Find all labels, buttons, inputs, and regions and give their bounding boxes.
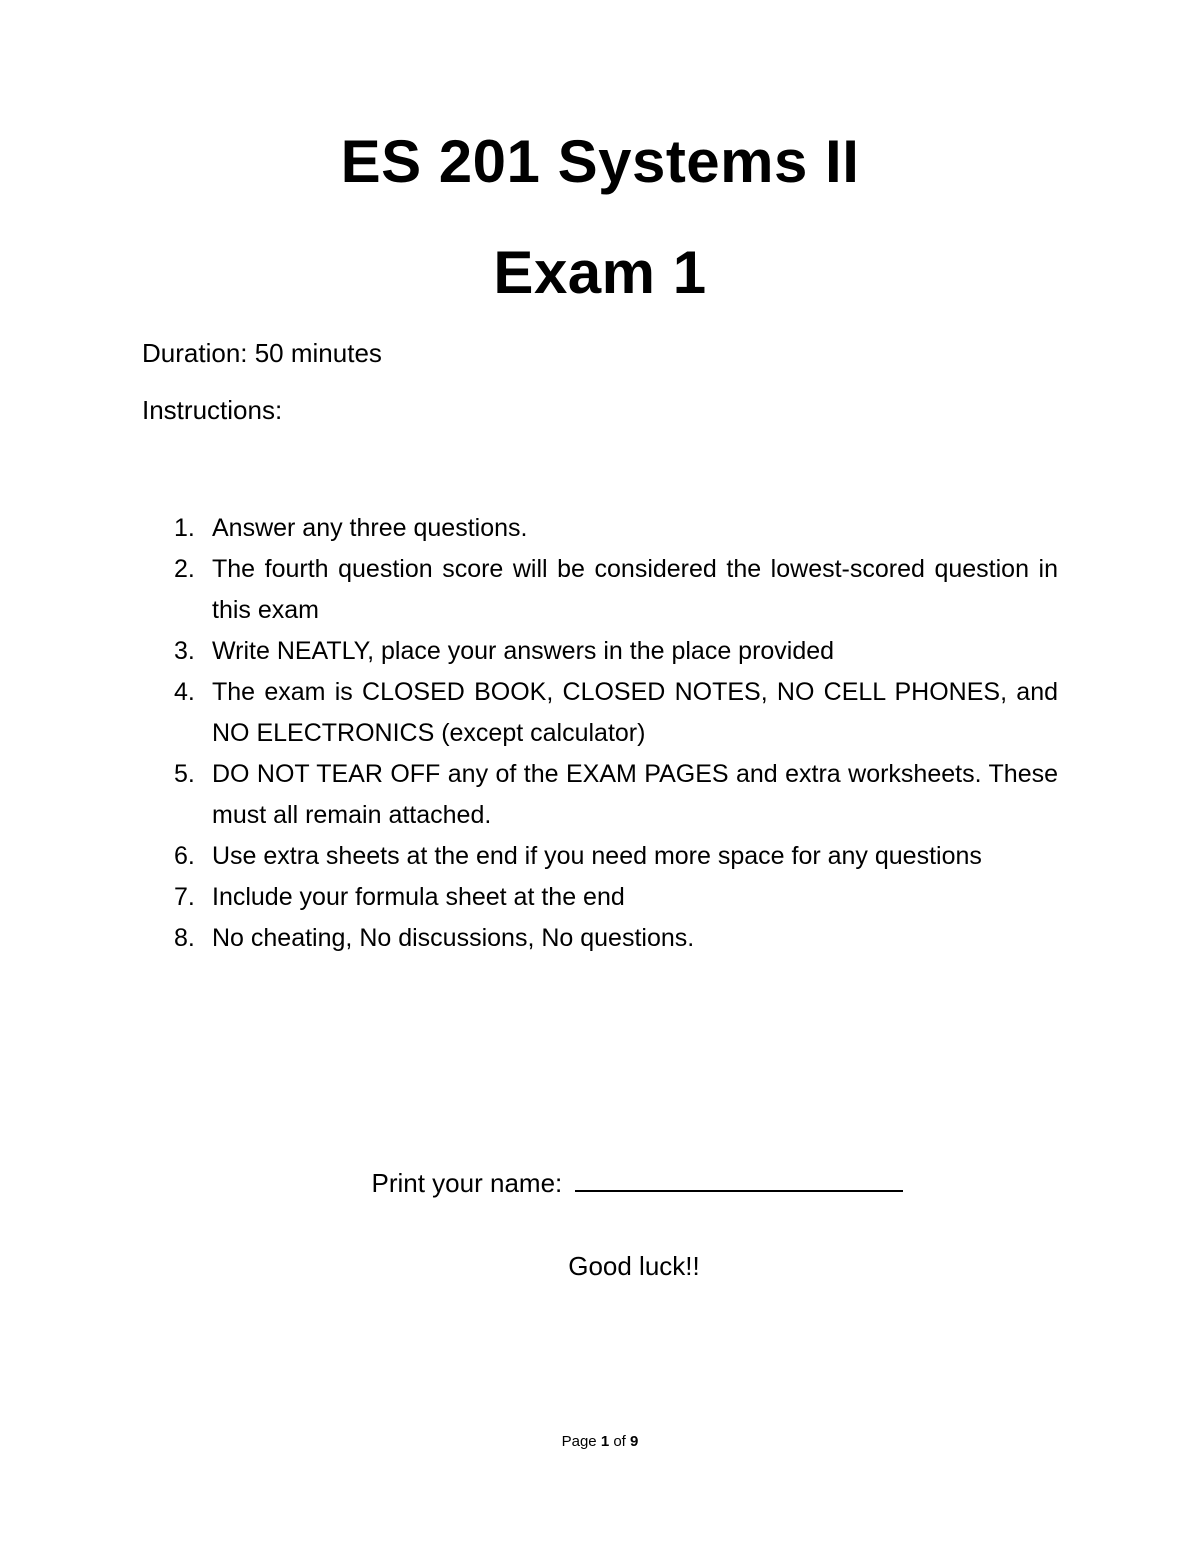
instruction-number: 8.	[174, 924, 195, 952]
instruction-number: 5.	[174, 760, 195, 788]
instruction-number: 1.	[174, 514, 195, 542]
page-footer	[0, 1434, 1200, 1449]
instruction-text: No cheating, No discussions, No questions.	[212, 924, 695, 952]
instruction-number: 2.	[174, 555, 195, 583]
instruction-number: 7.	[174, 883, 195, 911]
instruction-item	[0, 918, 1058, 959]
instructions-heading: Instructions:	[142, 395, 283, 425]
instruction-item	[0, 631, 1058, 672]
exam-title: ES 201 Systems II	[340, 128, 860, 195]
instruction-text: Include your formula sheet at the end	[212, 883, 625, 911]
instruction-text: Answer any three questions.	[212, 514, 528, 542]
instructions-list	[0, 508, 1200, 959]
instruction-item	[0, 508, 1058, 549]
instruction-text: Write NEATLY, place your answers in the place provided	[212, 637, 835, 665]
page-word: Page	[561, 1433, 597, 1450]
print-name-line	[0, 1170, 1200, 1196]
instruction-number: 4.	[174, 678, 195, 706]
instruction-item	[0, 836, 1058, 877]
instruction-number: 3.	[174, 637, 195, 665]
instruction-text: The exam is CLOSED BOOK, CLOSED NOTES, NO CELL PHONES, and NO ELECTRONICS (except calculator)	[212, 678, 1058, 747]
instruction-item	[0, 877, 1058, 918]
of-word: of	[613, 1433, 626, 1450]
exam-duration: Duration: 50 minutes	[142, 338, 382, 368]
page-total: 9	[630, 1433, 639, 1450]
name-blank-field[interactable]	[575, 1189, 903, 1192]
instruction-item	[0, 754, 1058, 836]
good-luck-text: Good luck!!	[568, 1251, 700, 1281]
instruction-number: 6.	[174, 842, 195, 870]
instruction-item	[0, 549, 1058, 631]
print-name-label: Print your name:	[371, 1168, 563, 1198]
exam-subtitle: Exam 1	[493, 239, 707, 306]
page-current: 1	[600, 1433, 610, 1450]
instruction-text: The fourth question score will be considered the lowest-scored question in this exam	[212, 555, 1058, 624]
instruction-text: DO NOT TEAR OFF any of the EXAM PAGES and extra worksheets. These must all remain attached.	[212, 760, 1058, 829]
instruction-item	[0, 672, 1058, 754]
instruction-text: Use extra sheets at the end if you need more space for any questions	[212, 842, 982, 870]
